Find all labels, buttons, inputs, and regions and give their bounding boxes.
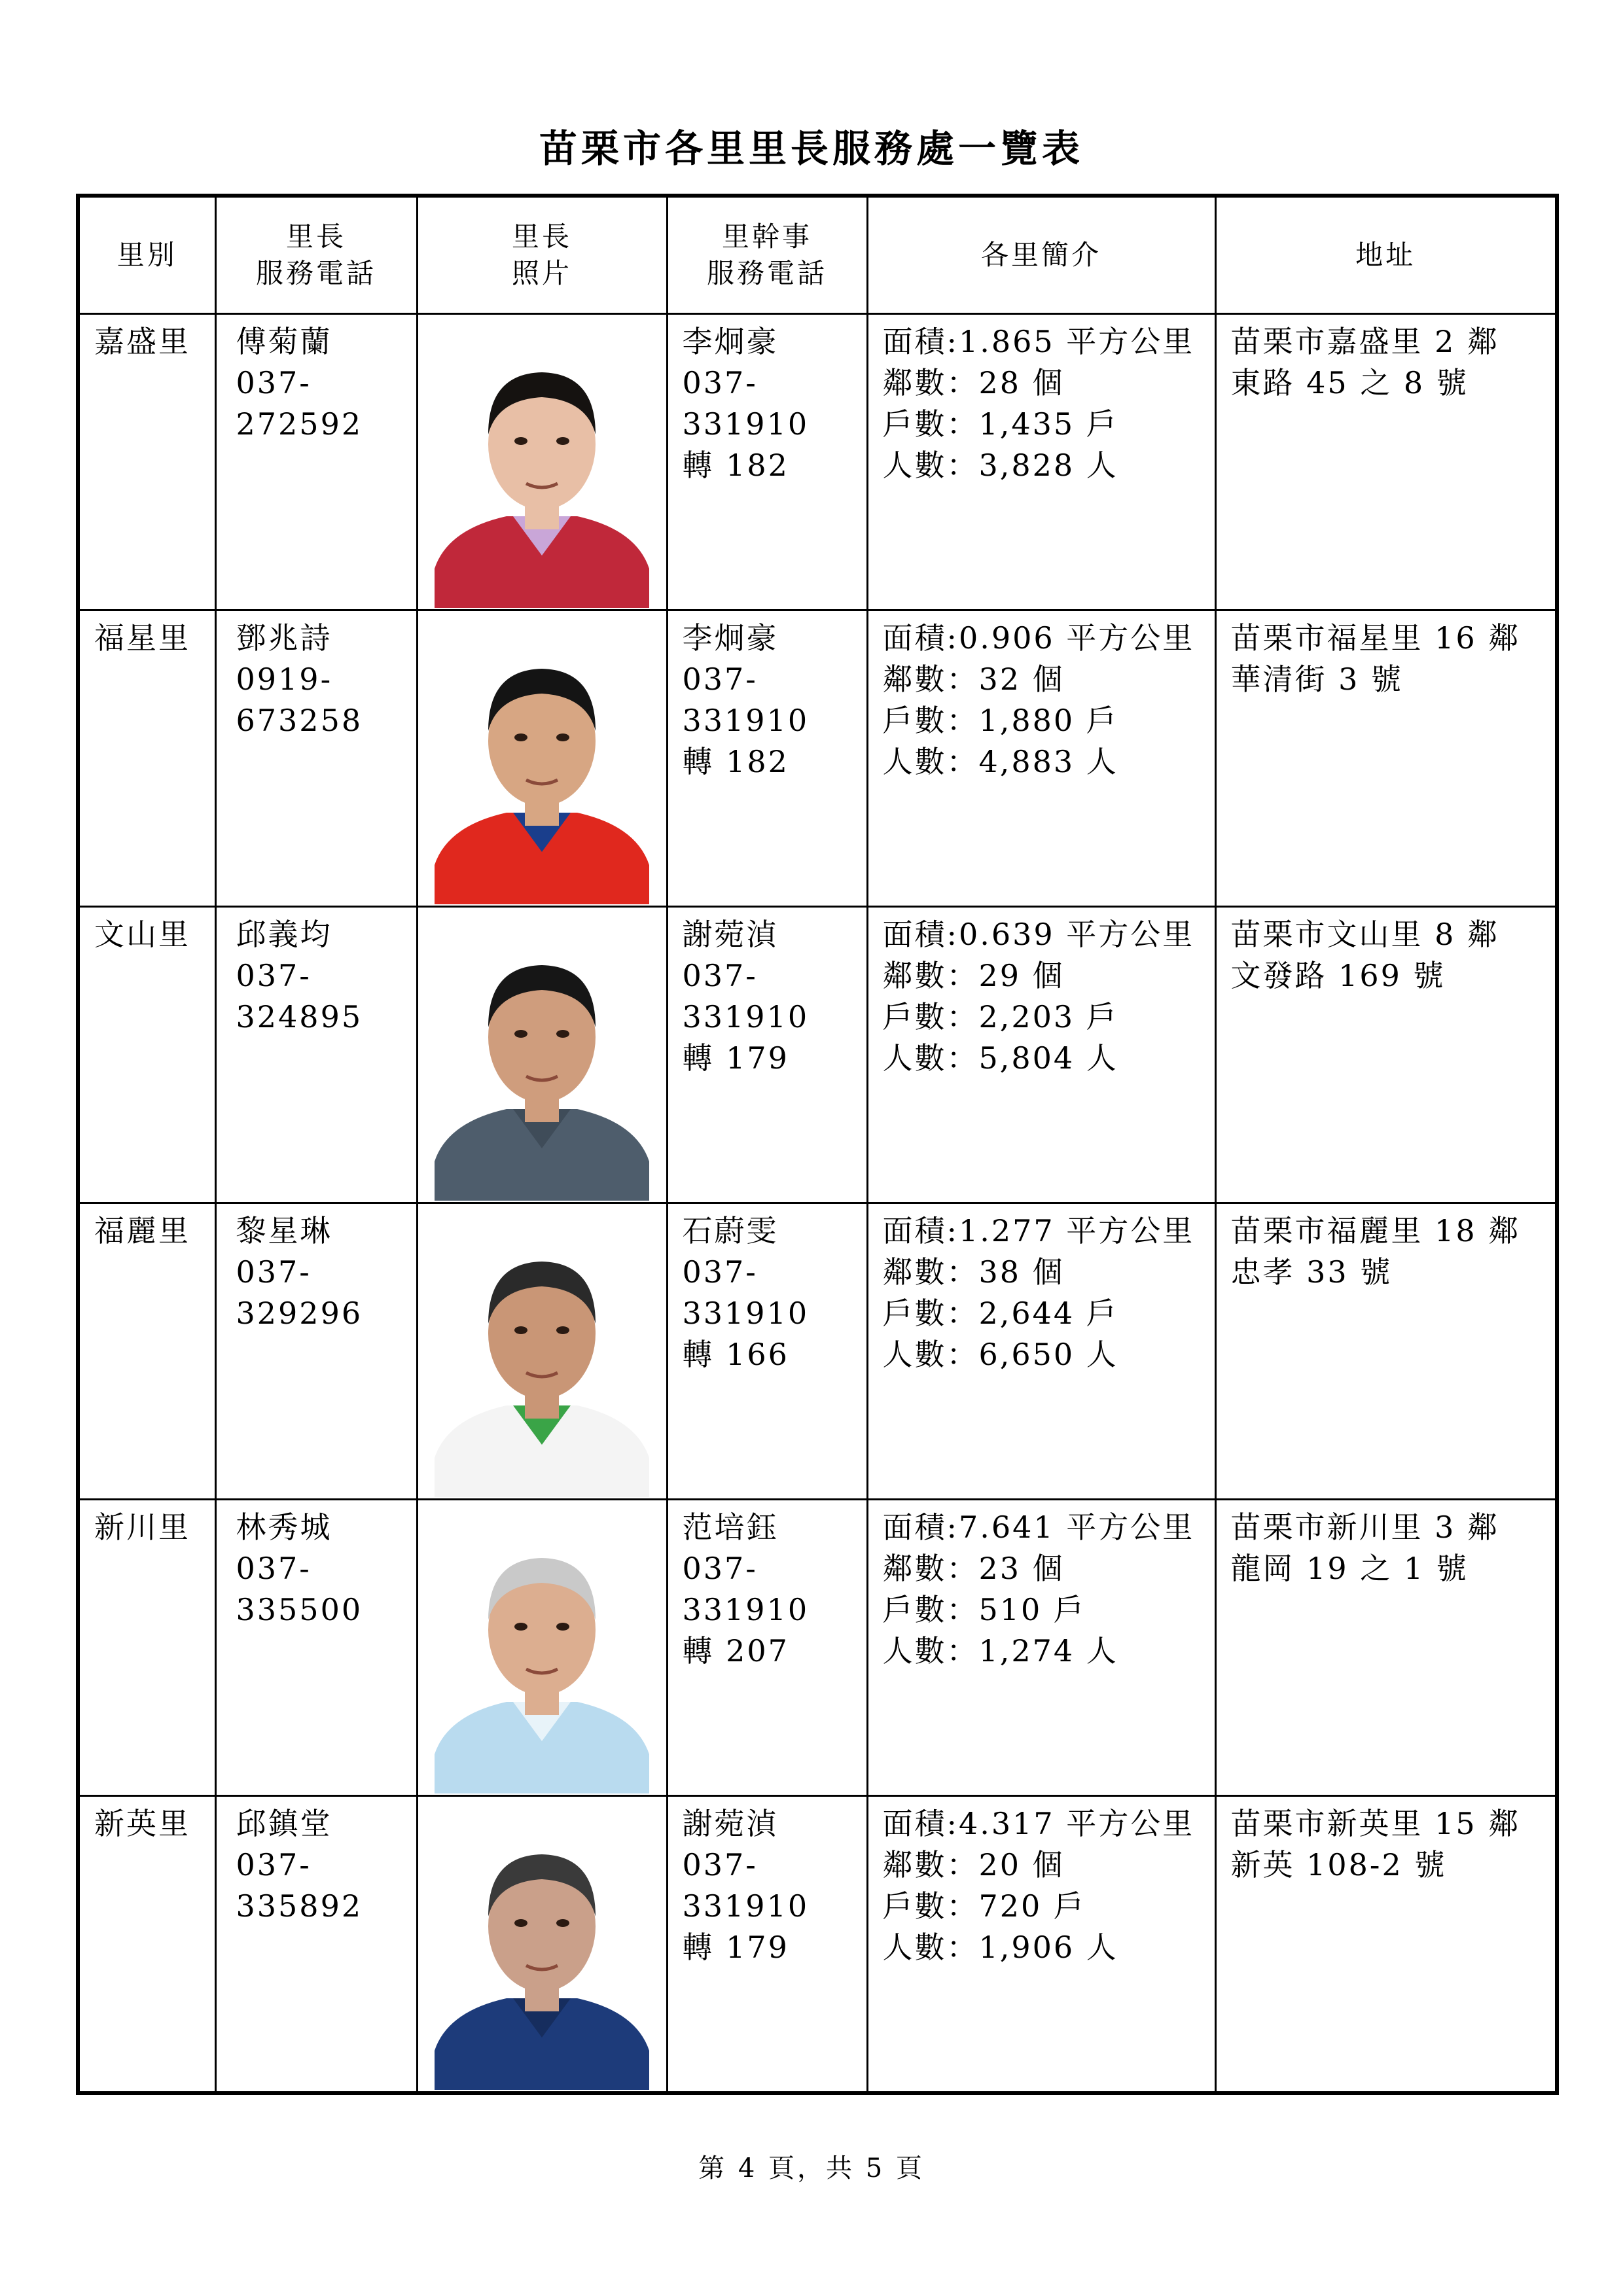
photo-cell: [417, 1500, 667, 1796]
header-profile: 各里簡介: [867, 196, 1215, 314]
chief-cell: [215, 907, 417, 1203]
chief-cell-text: 邱義均 037-324895: [236, 917, 363, 1034]
officer-cell-text: 謝菀湞 037-331910 轉 179: [682, 917, 810, 1076]
chief-cell: [215, 1796, 417, 2094]
address-cell: [1215, 1500, 1557, 1796]
officer-cell: [667, 907, 867, 1203]
address-cell: [1215, 314, 1557, 610]
portrait-illustration: [435, 913, 649, 1201]
district-cell-text: 福麗里: [94, 1213, 190, 1248]
district-cell: [78, 314, 215, 610]
district-cell-text: 嘉盛里: [94, 324, 190, 359]
chief-photo: [435, 320, 649, 608]
table-row: [78, 314, 1557, 610]
page-title: 苗栗市各里里長服務處一覽表: [539, 126, 1084, 171]
profile-cell-text: 面積:1.865 平方公里 鄰數：28 個 戶數：1,435 戶 人數：3,828 人: [882, 324, 1195, 483]
address-cell: [1215, 1203, 1557, 1500]
officer-cell-text: 李炯豪 037-331910 轉 182: [682, 324, 810, 483]
chief-roster-table: [76, 194, 1559, 2095]
profile-cell-text: 面積:0.639 平方公里 鄰數：29 個 戶數：2,203 戶 人數：5,804 人: [882, 917, 1195, 1076]
chief-cell: [215, 1203, 417, 1500]
address-cell-text: 苗栗市新英里 15 鄰 新英 108-2 號: [1230, 1806, 1521, 1882]
profile-cell-text: 面積:1.277 平方公里 鄰數：38 個 戶數：2,644 戶 人數：6,650 人: [882, 1213, 1195, 1372]
photo-cell: [417, 907, 667, 1203]
profile-cell: [867, 314, 1215, 610]
page-number: 第 4 頁，共 5 頁: [698, 2153, 925, 2183]
officer-cell-text: 范培鈺 037-331910 轉 207: [682, 1510, 810, 1669]
officer-cell-text: 石蔚雯 037-331910 轉 166: [682, 1213, 810, 1372]
profile-cell-text: 面積:7.641 平方公里 鄰數：23 個 戶數：510 戶 人數：1,274 人: [882, 1510, 1195, 1669]
table-row: [78, 1500, 1557, 1796]
portrait-illustration: [435, 1209, 649, 1497]
photo-cell: [417, 1203, 667, 1500]
district-cell: [78, 907, 215, 1203]
table-row: [78, 610, 1557, 907]
photo-cell: [417, 314, 667, 610]
chief-cell-text: 鄧兆詩 0919-673258: [236, 620, 363, 738]
profile-cell-text: 面積:0.906 平方公里 鄰數：32 個 戶數：1,880 戶 人數：4,883 人: [882, 620, 1195, 779]
header-address: 地址: [1215, 196, 1557, 314]
address-cell: [1215, 610, 1557, 907]
chief-photo: [435, 1506, 649, 1793]
district-cell-text: 福星里: [94, 620, 190, 656]
officer-cell: [667, 1500, 867, 1796]
header-officer-phone: 里幹事 服務電話: [667, 196, 867, 314]
table-row: [78, 907, 1557, 1203]
address-cell-text: 苗栗市嘉盛里 2 鄰 東路 45 之 8 號: [1230, 324, 1500, 400]
chief-cell-text: 邱鎮堂 037-335892: [236, 1806, 363, 1924]
district-cell: [78, 1500, 215, 1796]
header-row: [78, 196, 1557, 314]
table-row: [78, 1796, 1557, 2094]
officer-cell-text: 李炯豪 037-331910 轉 182: [682, 620, 810, 779]
chief-photo: [435, 1209, 649, 1497]
header-chief-phone: 里長 服務電話: [215, 196, 417, 314]
address-cell: [1215, 1796, 1557, 2094]
address-cell-text: 苗栗市新川里 3 鄰 龍岡 19 之 1 號: [1230, 1510, 1500, 1586]
photo-cell: [417, 610, 667, 907]
profile-cell: [867, 1796, 1215, 2094]
address-cell: [1215, 907, 1557, 1203]
profile-cell: [867, 610, 1215, 907]
chief-cell-text: 傅菊蘭 037-272592: [236, 324, 363, 442]
portrait-illustration: [435, 1506, 649, 1793]
district-cell: [78, 610, 215, 907]
district-cell-text: 新英里: [94, 1806, 190, 1841]
chief-photo: [435, 913, 649, 1201]
officer-cell-text: 謝菀湞 037-331910 轉 179: [682, 1806, 810, 1965]
district-cell-text: 文山里: [94, 917, 190, 952]
officer-cell: [667, 610, 867, 907]
address-cell-text: 苗栗市福麗里 18 鄰 忠孝 33 號: [1230, 1213, 1521, 1290]
chief-cell-text: 林秀城 037-335500: [236, 1510, 363, 1627]
chief-cell-text: 黎星琳 037-329296: [236, 1213, 363, 1331]
district-cell-text: 新川里: [94, 1510, 190, 1545]
district-cell: [78, 1203, 215, 1500]
portrait-illustration: [435, 320, 649, 608]
header-district: 里別: [78, 196, 215, 314]
table-row: [78, 1203, 1557, 1500]
address-cell-text: 苗栗市福星里 16 鄰 華清街 3 號: [1230, 620, 1521, 697]
portrait-illustration: [435, 616, 649, 904]
officer-cell: [667, 1796, 867, 2094]
chief-photo: [435, 1802, 649, 2090]
officer-cell: [667, 314, 867, 610]
photo-cell: [417, 1796, 667, 2094]
chief-cell: [215, 314, 417, 610]
district-cell: [78, 1796, 215, 2094]
officer-cell: [667, 1203, 867, 1500]
profile-cell: [867, 1500, 1215, 1796]
portrait-illustration: [435, 1802, 649, 2090]
chief-cell: [215, 610, 417, 907]
chief-cell: [215, 1500, 417, 1796]
chief-photo: [435, 616, 649, 904]
profile-cell-text: 面積:4.317 平方公里 鄰數：20 個 戶數：720 戶 人數：1,906 人: [882, 1806, 1195, 1965]
profile-cell: [867, 907, 1215, 1203]
header-chief-photo: 里長 照片: [417, 196, 667, 314]
address-cell-text: 苗栗市文山里 8 鄰 文發路 169 號: [1230, 917, 1500, 993]
profile-cell: [867, 1203, 1215, 1500]
